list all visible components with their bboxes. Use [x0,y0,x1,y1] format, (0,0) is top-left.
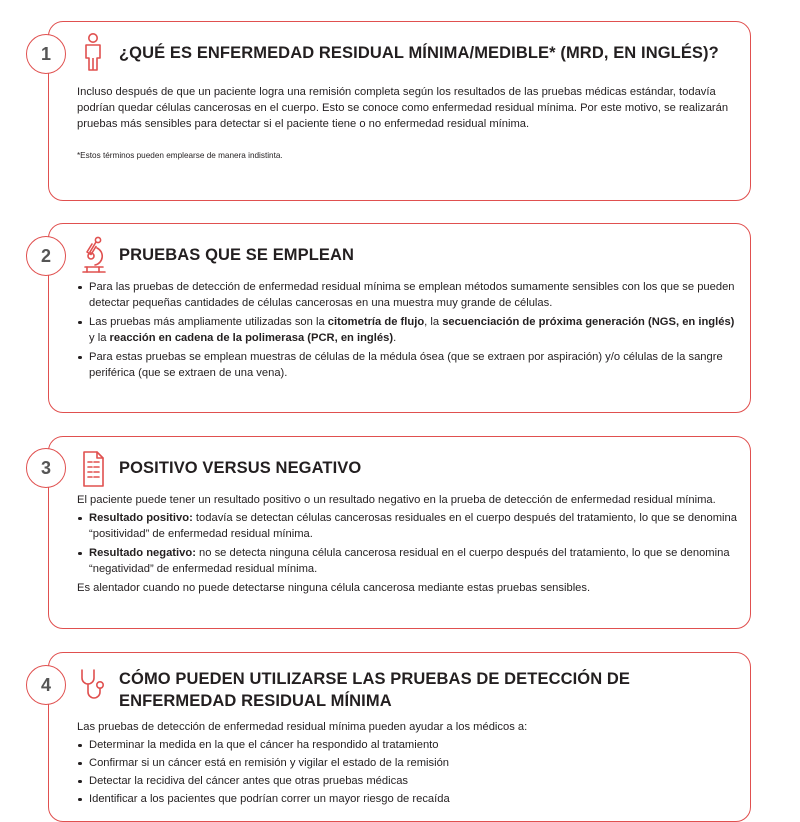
section-4-number: 4 [26,665,66,705]
section-4-bullet: Detectar la recidiva del cáncer antes que otras pruebas médicas [77,773,737,789]
section-1-number: 1 [26,34,66,74]
section-2-bullet: Las pruebas más ampliamente utilizadas son la citometría de flujo, la secuenciación de próxima generación (NGS, en inglés) y la reacción en cadena de la polimerasa (PCR, en inglés). [77,314,737,346]
section-4-body [77,719,737,809]
section-3-body [77,492,737,596]
section-4-title-line-2: ENFERMEDAD RESIDUAL MÍNIMA [119,692,392,710]
section-3-intro: El paciente puede tener un resultado positivo o un resultado negativo en la prueba de detección de enfermedad residual mínima. [77,494,716,506]
section-4-bullet: Confirmar si un cáncer está en remisión y vigilar el estado de la remisión [77,755,737,771]
section-1-body [77,84,737,162]
section-3-title: POSITIVO VERSUS NEGATIVO [119,459,362,477]
section-3-number: 3 [26,448,66,488]
section-3-bullet-positive: Resultado positivo: todavía se detectan células cancerosas residuales en el cuerpo después del tratamiento, lo que se denomina “positividad” de enfermedad residual mínima. [77,510,737,542]
stethoscope-icon [79,666,107,706]
section-4-title [119,668,739,712]
section-3-outro: Es alentador cuando no puede detectarse ninguna célula cancerosa mediante estas pruebas sensibles. [77,582,591,594]
section-1-paragraph: Incluso después de que un paciente logra una remisión completa según los resultados de las pruebas médicas estándar, todavía podrían quedar células cancerosas en el cuerpo. Esto se conoce como enfermedad residual mínima. Por este motivo, se realizarán pruebas más sensibles para detectar si el paciente tiene o no enfermedad residual mínima. [77,86,729,130]
section-4-title-line-1: CÓMO PUEDEN UTILIZARSE LAS PRUEBAS DE DETECCIÓN DE [119,670,631,688]
section-2-body [77,279,737,384]
document-list-icon [79,448,107,488]
section-4-bullet: Identificar a los pacientes que podrían correr un mayor riesgo de recaída [77,791,737,807]
section-4-intro: Las pruebas de detección de enfermedad residual mínima pueden ayudar a los médicos a: [77,721,528,733]
microscope-icon [79,234,107,274]
section-1-footnote: *Estos términos pueden emplearse de manera indistinta. [77,151,283,160]
person-icon [79,32,107,72]
section-2-bullet: Para estas pruebas se emplean muestras de células de la médula ósea (que se extraen por aspiración) y/o células de la sangre periférica (que se extraen de una vena). [77,349,737,381]
section-2-number: 2 [26,236,66,276]
section-1-title: ¿QUÉ ES ENFERMEDAD RESIDUAL MÍNIMA/MEDIBLE* (MRD, EN INGLÉS)? [119,44,719,62]
section-2-title: PRUEBAS QUE SE EMPLEAN [119,246,355,264]
section-3-bullet-negative: Resultado negativo: no se detecta ninguna célula cancerosa residual en el cuerpo después del tratamiento, lo que se denomina “negatividad” de enfermedad residual mínima. [77,545,737,577]
section-4-bullet: Determinar la medida en la que el cáncer ha respondido al tratamiento [77,737,737,753]
section-2-bullet: Para las pruebas de detección de enfermedad residual mínima se emplean métodos sumamente sensibles con los que se pueden detectar pequeñas cantidades de células cancerosas en una muestra muy grande de células. [77,279,737,311]
